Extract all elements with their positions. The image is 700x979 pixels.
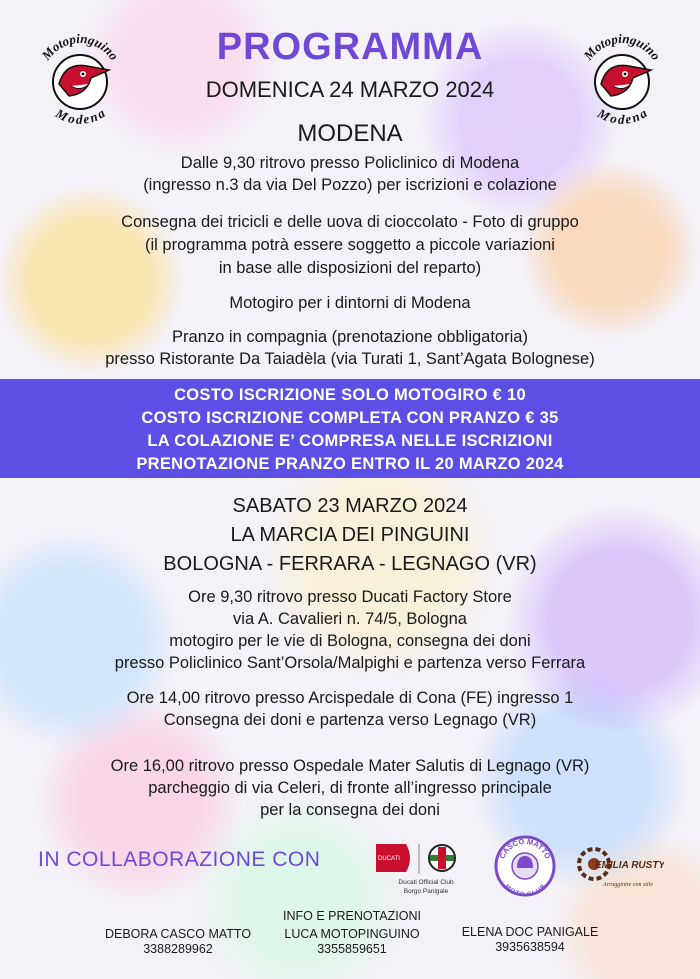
sabato-line: presso Policlinico Sant’Orsola/Malpighi e partenza verso Ferrara	[114, 654, 586, 672]
emilia-rusty-sub: Arrugginire con stile	[602, 882, 654, 888]
contact-name: DEBORA CASCO MATTO	[104, 927, 252, 941]
modena-line: Consegna dei tricicli e delle uova di cioccolato - Foto di gruppo	[121, 213, 579, 231]
event-date-sunday: DOMENICA 24 MARZO 2024	[205, 77, 495, 102]
emilia-rusty-name: EMILIA RUSTY	[594, 860, 664, 871]
ducati-club-sub: Borgo Panigale	[403, 888, 449, 895]
emilia-rusty-logo	[572, 840, 664, 896]
casco-top-text: CASCO MATTO	[497, 836, 553, 861]
banner-line: LA COLAZIONE E’ COMPRESA NELLE ISCRIZIONI	[147, 432, 553, 450]
contact-block	[430, 925, 630, 955]
sabato-line: via A. Cavalieri n. 74/5, Bologna	[233, 610, 467, 628]
contact-block	[78, 927, 278, 957]
contact-phone: 3935638594	[495, 940, 565, 954]
city-heading: MODENA	[297, 120, 403, 147]
modena-line: (il programma potrà essere soggetto a piccole variazioni	[145, 236, 555, 254]
casco-matto-logo	[493, 834, 557, 898]
banner-line: COSTO ISCRIZIONE COMPLETA CON PRANZO € 35	[141, 409, 559, 427]
event-route: BOLOGNA - FERRARA - LEGNAGO (VR)	[163, 553, 537, 575]
casco-bottom-text: MOTO CLUB	[503, 883, 547, 898]
sabato-line: Ore 16,00 ritrovo presso Ospedale Mater Salutis di Legnago (VR)	[110, 757, 590, 775]
sabato-line: motogiro per le vie di Bologna, consegna dei doni	[169, 632, 531, 650]
page-title: PROGRAMMA	[216, 26, 484, 68]
modena-line: Motogiro per i dintorni di Modena	[229, 294, 471, 312]
sabato-line: Consegna dei doni e partenza verso Legnago (VR)	[163, 711, 537, 729]
modena-line: presso Ristorante Da Taiadèla (via Turati 1, Sant’Agata Bolognese)	[105, 350, 595, 368]
banner-line: COSTO ISCRIZIONE SOLO MOTOGIRO € 10	[174, 386, 526, 404]
sabato-line: per la consegna dei doni	[260, 801, 440, 819]
contact-name: LUCA MOTOPINGUINO	[284, 927, 420, 941]
modena-line: in base alle disposizioni del reparto)	[218, 259, 482, 277]
ducati-club-name: Ducati Official Club	[398, 879, 454, 886]
contact-block	[252, 927, 452, 957]
info-label: INFO E PRENOTAZIONI	[283, 909, 421, 923]
logo-bottom-text: Modena	[53, 105, 108, 127]
svg-text:DUCATI: DUCATI	[378, 856, 400, 862]
logo-top-text: Motopinguino	[38, 30, 122, 63]
contact-phone: 3388289962	[143, 942, 213, 956]
event-date-saturday: SABATO 23 MARZO 2024	[232, 495, 468, 517]
sabato-line: Ore 14,00 ritrovo presso Arcispedale di Cona (FE) ingresso 1	[126, 689, 574, 707]
collaboration-label: IN COLLABORAZIONE CON	[38, 848, 321, 871]
pricing-banner	[0, 379, 700, 478]
sabato-line: parcheggio di via Celeri, di fronte all’ingresso principale	[148, 779, 552, 797]
ducati-official-club-logo	[370, 838, 482, 898]
modena-line: (ingresso n.3 da via Del Pozzo) per iscrizioni e colazione	[143, 176, 557, 194]
logo-bottom-text: Modena	[595, 105, 650, 127]
modena-line: Pranzo in compagnia (prenotazione obbligatoria)	[172, 328, 528, 346]
contact-name: ELENA DOC PANIGALE	[461, 925, 599, 939]
sabato-line: Ore 9,30 ritrovo presso Ducati Factory Store	[188, 588, 512, 606]
contact-phone: 3355859651	[317, 942, 387, 956]
logo-top-text: Motopinguino	[580, 30, 664, 63]
modena-line: Dalle 9,30 ritrovo presso Policlinico di Modena	[180, 154, 520, 172]
banner-line: PRENOTAZIONE PRANZO ENTRO IL 20 MARZO 2024	[136, 455, 564, 473]
event-subtitle: LA MARCIA DEI PINGUINI	[230, 524, 470, 546]
